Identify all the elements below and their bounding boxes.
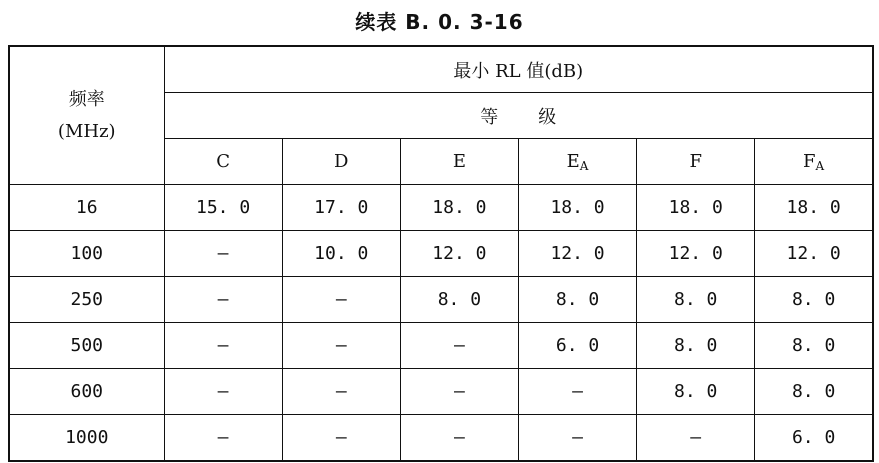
value-cell: — xyxy=(637,415,755,462)
value-cell: — xyxy=(164,231,282,277)
frequency-cell: 100 xyxy=(9,231,164,277)
frequency-cell: 1000 xyxy=(9,415,164,462)
grade-class-f: F xyxy=(637,139,755,185)
grade-class-c: C xyxy=(164,139,282,185)
value-cell: 8. 0 xyxy=(637,323,755,369)
value-cell: 18. 0 xyxy=(400,185,518,231)
value-cell: 18. 0 xyxy=(518,185,636,231)
grade-header xyxy=(164,93,873,139)
value-cell: — xyxy=(282,277,400,323)
table-row xyxy=(9,369,873,415)
frequency-cell: 16 xyxy=(9,185,164,231)
value-cell: 12. 0 xyxy=(400,231,518,277)
value-cell: 6. 0 xyxy=(518,323,636,369)
min-rl-header: 最小 RL 值(dB) xyxy=(164,46,873,93)
value-cell: — xyxy=(518,369,636,415)
grade-class-ea: $E_A$ xyxy=(518,139,636,185)
value-cell: — xyxy=(400,323,518,369)
value-cell: 8. 0 xyxy=(755,369,873,415)
value-cell: — xyxy=(282,369,400,415)
value-cell: 6. 0 xyxy=(755,415,873,462)
header-row-min-rl xyxy=(9,46,873,93)
value-cell: — xyxy=(400,369,518,415)
frequency-cell: 250 xyxy=(9,277,164,323)
frequency-unit-label: (MHz) xyxy=(57,120,116,142)
value-cell: 12. 0 xyxy=(518,231,636,277)
value-cell: — xyxy=(282,323,400,369)
value-cell: — xyxy=(164,415,282,462)
value-cell: 18. 0 xyxy=(637,185,755,231)
return-loss-table xyxy=(8,45,874,462)
table-caption: 续表 B. 0. 3-16 xyxy=(355,10,524,34)
grade-class-d: D xyxy=(282,139,400,185)
table-row xyxy=(9,277,873,323)
value-cell: — xyxy=(164,369,282,415)
table-row xyxy=(9,323,873,369)
grade-class-fa: $F_A$ xyxy=(755,139,873,185)
value-cell: — xyxy=(518,415,636,462)
value-cell: — xyxy=(282,415,400,462)
frequency-cell: 600 xyxy=(9,369,164,415)
value-cell: 18. 0 xyxy=(755,185,873,231)
value-cell: 8. 0 xyxy=(518,277,636,323)
value-cell: — xyxy=(164,277,282,323)
table-row xyxy=(9,185,873,231)
value-cell: 8. 0 xyxy=(637,277,755,323)
table-row xyxy=(9,415,873,462)
value-cell: — xyxy=(400,415,518,462)
value-cell: 8. 0 xyxy=(400,277,518,323)
frequency-cell: 500 xyxy=(9,323,164,369)
value-cell: 10. 0 xyxy=(282,231,400,277)
table-row xyxy=(9,231,873,277)
value-cell: 8. 0 xyxy=(755,323,873,369)
frequency-header-label: 频率 xyxy=(68,88,105,110)
grade-class-e: E xyxy=(400,139,518,185)
grade-header-char-1: 等 xyxy=(480,106,499,128)
value-cell: — xyxy=(164,323,282,369)
frequency-header-cell xyxy=(9,46,164,185)
grade-header-char-2: 级 xyxy=(538,106,557,128)
value-cell: 8. 0 xyxy=(755,277,873,323)
value-cell: 8. 0 xyxy=(637,369,755,415)
value-cell: 12. 0 xyxy=(755,231,873,277)
value-cell: 12. 0 xyxy=(637,231,755,277)
value-cell: 17. 0 xyxy=(282,185,400,231)
value-cell: 15. 0 xyxy=(164,185,282,231)
